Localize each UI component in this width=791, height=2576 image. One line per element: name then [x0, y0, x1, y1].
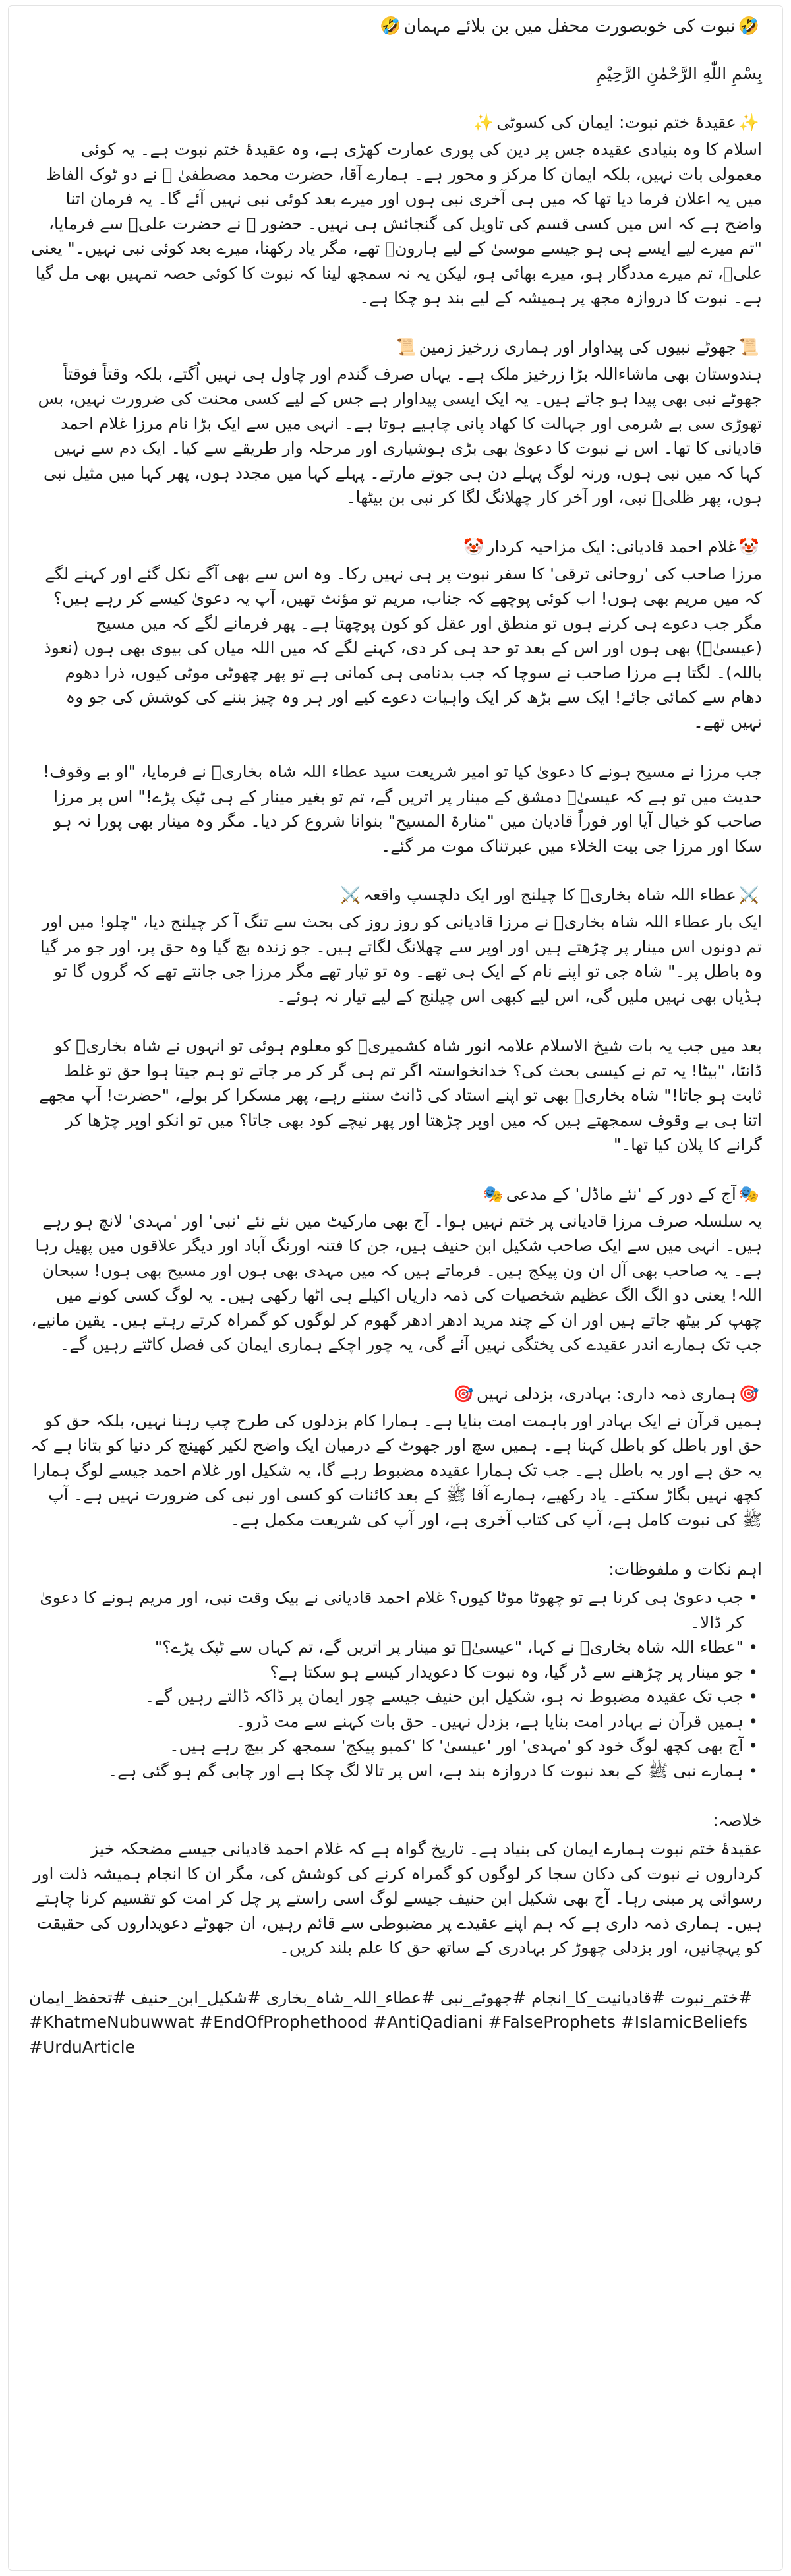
section-emoji-icon: ✨ [473, 113, 494, 132]
section-emoji-icon: 📜 [738, 337, 759, 357]
section-emoji-icon: 🎯 [453, 1384, 474, 1403]
laughing-emoji-icon: 🤣 [738, 16, 759, 36]
post-sections [29, 111, 762, 1532]
section-paragraph: جب مرزا نے مسیح ہونے کا دعویٰ کیا تو امیر شریعت سید عطاء اللہ شاہ بخاریؒ نے فرمایا، "او بے وقوف! حدیث میں تو ہے کہ عیسیٰؑ دمشق کے مینار پر اتریں گے، تم تو بغیر مینار کے ہی ٹپک پڑے!" اس پر مرزا صاحب کو خیال آیا اور فوراً قادیان میں "منارۃ المسیح" بنوانا شروع کر دیا۔ مگر وہ مینار بھی پورا نہ ہو سکا اور مرزا جی بیت الخلاء میں عبرتناک موت مر گئے۔ [43, 762, 762, 856]
point-item: • جو مینار پر چڑھنے سے ڈر گیا، وہ نبوت کا دعویدار کیسے ہو سکتا ہے؟ [29, 1660, 744, 1685]
hashtags [29, 1985, 762, 2060]
post-title-text: نبوت کی خوبصورت محفل میں بن بلائے مہمان [403, 16, 736, 36]
section-paragraph: ہندوستان بھی ماشاءاللہ بڑا زرخیز ملک ہے۔ یہاں صرف گندم اور چاول ہی نہیں اُگتے، بلکہ وقتاً فوقتاً جھوٹے نبی بھی پیدا ہو جاتے ہیں۔ یہ ایک ایسی پیداوار ہے جس کے لیے کسی محنت کی ضرورت نہیں، بس تھوڑی سی بے شرمی اور جہالت کا کھاد پانی چاہیے ہوتا ہے۔ انہی میں سے ایک بڑا نام مرزا غلام احمد قادیانی کا تھا۔ اس نے نبوت کا دعویٰ بھی بڑی ہوشیاری اور مرحلہ وار طریقے سے کیا۔ ایک دم سے نہیں کہا کہ میں نبی ہوں، ورنہ لوگ پہلے دن ہی جوتے مارتے۔ پہلے کہا میں مجدد ہوں، پھر کہا میں مثیل نبی ہوں، پھر ظلیؑ نبی، اور آخر کار چھلانگ لگا کر نبی بن بیٹھا۔ [38, 364, 762, 507]
point-item: • "عطاء اللہ شاہ بخاریؒ نے کہا، "عیسیٰؑ تو مینار پر اتریں گے، تم کہاں سے ٹپک پڑے؟" [29, 1635, 744, 1660]
point-item: • جب تک عقیدہ مضبوط نہ ہو، شکیل ابن حنیف جیسے چور ایمان پر ڈاکہ ڈالتے رہیں گے۔ [29, 1684, 744, 1709]
section-emoji-icon: ⚔️ [738, 885, 759, 904]
section-heading-text: آج کے دور کے 'نئے ماڈل' کے مدعی [506, 1184, 736, 1204]
section-heading [29, 883, 762, 907]
section-paragraph: ایک بار عطاء اللہ شاہ بخاریؒ نے مرزا قادیانی کو روز روز کی بحث سے تنگ آ کر چیلنج دیا، "چلو! میں اور تم دونوں اس مینار پر چڑھتے ہیں اور اوپر سے چھلانگ لگاتے ہیں۔ جو زندہ بچ گیا وہ حق پر، اور جو مر گیا وہ باطل پر۔" شاہ جی تو اپنے نام کے ایک ہی تھے۔ وہ تو تیار تھے مگر مرزا جی جانتے تھے کہ گروں گا تو ہڈیاں بھی نہیں ملیں گی، اس لیے کبھی اس چیلنج کے لیے تیار نہ ہوئے۔ [40, 912, 762, 1006]
section-emoji-icon: 📜 [396, 337, 417, 357]
section-heading [29, 1183, 762, 1206]
section-emoji-icon: 🤡 [463, 537, 484, 556]
point-item: • ہمیں قرآن نے بہادر امت بنایا ہے، بزدل نہیں۔ حق بات کہنے سے مت ڈرو۔ [29, 1709, 744, 1734]
section-heading-text: غلام احمد قادیانی: ایک مزاحیہ کردار [486, 537, 736, 556]
summary-paragraph: عقیدۂ ختم نبوت ہمارے ایمان کی بنیاد ہے۔ تاریخ گواہ ہے کہ غلام احمد قادیانی جیسے مضحکہ خیز کرداروں نے نبوت کی دکان سجا کر لوگوں کو گمراہ کرنے کی کوشش کی، مگر ان کا انجام ہمیشہ ذلت اور رسوائی پر مبنی رہا۔ آج بھی شکیل ابن حنیف جیسے لوگ اسی راستے پر چل کر امت کو تقسیم کرنا چاہتے ہیں۔ ہماری ذمہ داری ہے کہ ہم اپنے عقیدے پر مضبوطی سے قائم رہیں، ان جھوٹے دعویداروں کی حقیقت کو پہچانیں، اور بزدلی چھوڑ کر بہادری کے ساتھ حق کا علم بلند کریں۔ [33, 1839, 762, 1957]
section-emoji-icon: ✨ [738, 113, 759, 132]
hashtags-english[interactable]: #KhatmeNubuwwat #EndOfProphethood #AntiQadiani #FalseProphets #IslamicBeliefs #UrduArticle [29, 2012, 748, 2057]
section-heading-text: ہماری ذمہ داری: بہادری، بزدلی نہیں [476, 1384, 736, 1403]
section-heading [29, 1382, 762, 1406]
post-title [29, 15, 762, 39]
section-emoji-icon: ⚔️ [340, 885, 361, 904]
point-item: • آج بھی کچھ لوگ خود کو 'مہدی' اور 'عیسیٰ' کا 'کمبو پیکج' سمجھ کر بیچ رہے ہیں۔ [29, 1734, 744, 1759]
bismillah: بِسْمِ اللّٰهِ الرَّحْمٰنِ الرَّحِیْمِ [596, 64, 762, 83]
section-heading-text: عطاء اللہ شاہ بخاریؒ کا چیلنج اور ایک دلچسپ واقعہ [363, 885, 736, 904]
points-list [29, 1585, 762, 1783]
section-paragraph: اسلام کا وہ بنیادی عقیدہ جس پر دین کی پوری عمارت کھڑی ہے، وہ عقیدۂ ختم نبوت ہے۔ یہ کوئی معمولی بات نہیں، بلکہ ایمان کا مرکز و محور ہے۔ ہمارے آقا، حضرت محمد مصطفیٰ ﷺ نے دو ٹوک الفاظ میں یہ اعلان فرما دیا تھا کہ میں ہی آخری نبی ہوں اور میرے بعد کوئی نبی نہیں آئے گا۔ یہ فرمان اتنا واضح ہے کہ اس میں کسی قسم کی تاویل کی گنجائش ہی نہیں۔ حضور ﷺ نے حضرت علیؓ سے فرمایا، "تم میرے لیے ایسے ہی ہو جیسے موسیٰ کے لیے ہارونؑ تھے، مگر یاد رکھنا، میرے بعد کوئی نبی نہیں۔" یعنی علیؓ، تم میرے مددگار ہو، میرے بھائی ہو، لیکن یہ نہ سمجھ لینا کہ نبوت کا کوئی حصہ تمہیں بھی مل گیا ہے۔ نبوت کا دروازہ مجھ پر ہمیشہ کے لیے بند ہو چکا ہے۔ [30, 140, 762, 307]
section-paragraph: ہمیں قرآن نے ایک بہادر اور باہمت امت بنایا ہے۔ ہمارا کام بزدلوں کی طرح چپ رہنا نہیں، بلکہ حق کو حق اور باطل کو باطل کہنا ہے۔ ہمیں سچ اور جھوٹ کے درمیان ایک واضح لکیر کھینچ کر دنیا کو بتانا ہے کہ یہ حق ہے اور یہ باطل ہے۔ جب تک ہمارا عقیدہ مضبوط رہے گا، یہ شکیل اور غلام احمد جیسے لوگ ہمارا کچھ نہیں بگاڑ سکتے۔ یاد رکھیے، ہمارے آقا ﷺ کے بعد کائنات کو کسی اور نبی کی ضرورت نہیں ہے۔ آپ ﷺ کی نبوت کامل ہے، آپ کی کتاب آخری ہے، اور آپ کی شریعت مکمل ہے۔ [30, 1411, 762, 1529]
section-heading-text: عقیدۂ ختم نبوت: ایمان کی کسوٹی [496, 113, 736, 132]
laughing-emoji-icon: 🤣 [380, 16, 401, 36]
section-emoji-icon: 🎭 [738, 1184, 759, 1204]
hashtags-urdu[interactable]: #ختم_نبوت #قادیانیت_کا_انجام #جھوٹے_نبی #عطاء_اللہ_شاہ_بخاری #شکیل_ابن_حنیف #تحفظ_ایمان [29, 1987, 753, 2007]
point-item: • ہمارے نبی ﷺ کے بعد نبوت کا دروازہ بند ہے، اس پر تالا لگ چکا ہے اور چابی گم ہو گئی ہے۔ [29, 1759, 744, 1784]
point-item: • جب دعویٰ ہی کرنا ہے تو چھوٹا موٹا کیوں؟ غلام احمد قادیانی نے بیک وقت نبی، اور مریم ہونے کا دعویٰ کر ڈالا۔ [29, 1585, 744, 1635]
section-heading [29, 111, 762, 134]
section-paragraph: مرزا صاحب کی 'روحانی ترقی' کا سفر نبوت پر ہی نہیں رکا۔ وہ اس سے بھی آگے نکل گئے اور کہنے لگے کہ میں مریم بھی ہوں! اب کوئی پوچھے کہ جناب، مریم تو مؤنث تھیں، آپ یہ دعویٰ کیسے کر رہے ہیں؟ مگر جب دعوے ہی کرنے ہوں تو منطق اور عقل کو کون پوچھتا ہے۔ پھر فرمانے لگے کہ میں مسیح (عیسیٰؑ) بھی ہوں اور اس کے بعد تو حد ہی کر دی، کہنے لگے کہ میں اللہ میاں کی بیوی بھی ہوں (نعوذ باللہ)۔ لگتا ہے مرزا صاحب نے سوچا کہ جب بدنامی ہی کمانی ہے تو پھر چھوٹی موٹی کیوں، ذرا دھوم دھام سے کمائی جائے! ایک سے بڑھ کر ایک واہیات دعوے کیے اور ہر وہ چیز بننے کی کوشش کی جو وہ نہیں تھے۔ [44, 564, 762, 732]
section-heading-text: جھوٹے نبیوں کی پیداوار اور ہماری زرخیز زمین [419, 337, 736, 357]
post-content [29, 15, 762, 2059]
summary-title: خلاصہ: [713, 1811, 762, 1830]
points-title: اہم نکات و ملفوظات: [608, 1560, 762, 1579]
section-heading [29, 336, 762, 359]
section-emoji-icon: 🤡 [738, 537, 759, 556]
section-paragraph: بعد میں جب یہ بات شیخ الاسلام علامہ انور شاہ کشمیریؒ کو معلوم ہوئی تو انہوں نے شاہ بخاریؒ کو ڈانٹا، "بیٹا! یہ تم نے کیسی بحث کی؟ خدانخواستہ اگر تم ہی گر کر مر جاتے تو ہم جیتا ہوا حق تو غلط ثابت ہو جاتا!" شاہ بخاریؒ بھی تو اپنے استاد کی ڈانٹ سننے رہے، پھر مسکرا کر بولے، "حضرت! آپ مجھے اتنا ہی بے وقوف سمجھتے ہیں کہ میں اوپر چڑھتا اور پھر نیچے کود بھی جاتا؟ میں تو انکو اوپر چڑھا کر گرانے کا پلان کیا تھا۔" [39, 1036, 762, 1154]
section-heading [29, 535, 762, 559]
section-emoji-icon: 🎭 [483, 1184, 504, 1204]
section-paragraph: یہ سلسلہ صرف مرزا قادیانی پر ختم نہیں ہوا۔ آج بھی مارکیٹ میں نئے نئے 'نبی' اور 'مہدی' لانچ ہو رہے ہیں۔ انہی میں سے ایک صاحب شکیل ابن حنیف ہیں، جن کا فتنہ اورنگ آباد اور دیگر علاقوں میں پھیل رہا ہے۔ یہ صاحب بھی آل ان ون پیکج ہیں۔ فرماتے ہیں کہ میں مہدی بھی ہوں اور مسیح بھی ہوں! سبحان اللہ! یعنی دو الگ الگ عظیم شخصیات کی ذمہ داریاں اکیلے ہی اٹھا رکھی ہیں۔ یہ لوگ کسی کونے میں چھپ کر بیٹھ جاتے ہیں اور ان کے چند مرید ادھر ادھر گھوم کر لوگوں کو گمراہ کرتے رہتے ہیں۔ یقین مانیے، جب تک ہمارے اندر عقیدے کی پختگی نہیں آئے گی، یہ چور اچکے ہماری ایمان کی فصل کاٹتے رہیں گے۔ [31, 1211, 762, 1354]
section-emoji-icon: 🎯 [738, 1384, 759, 1403]
